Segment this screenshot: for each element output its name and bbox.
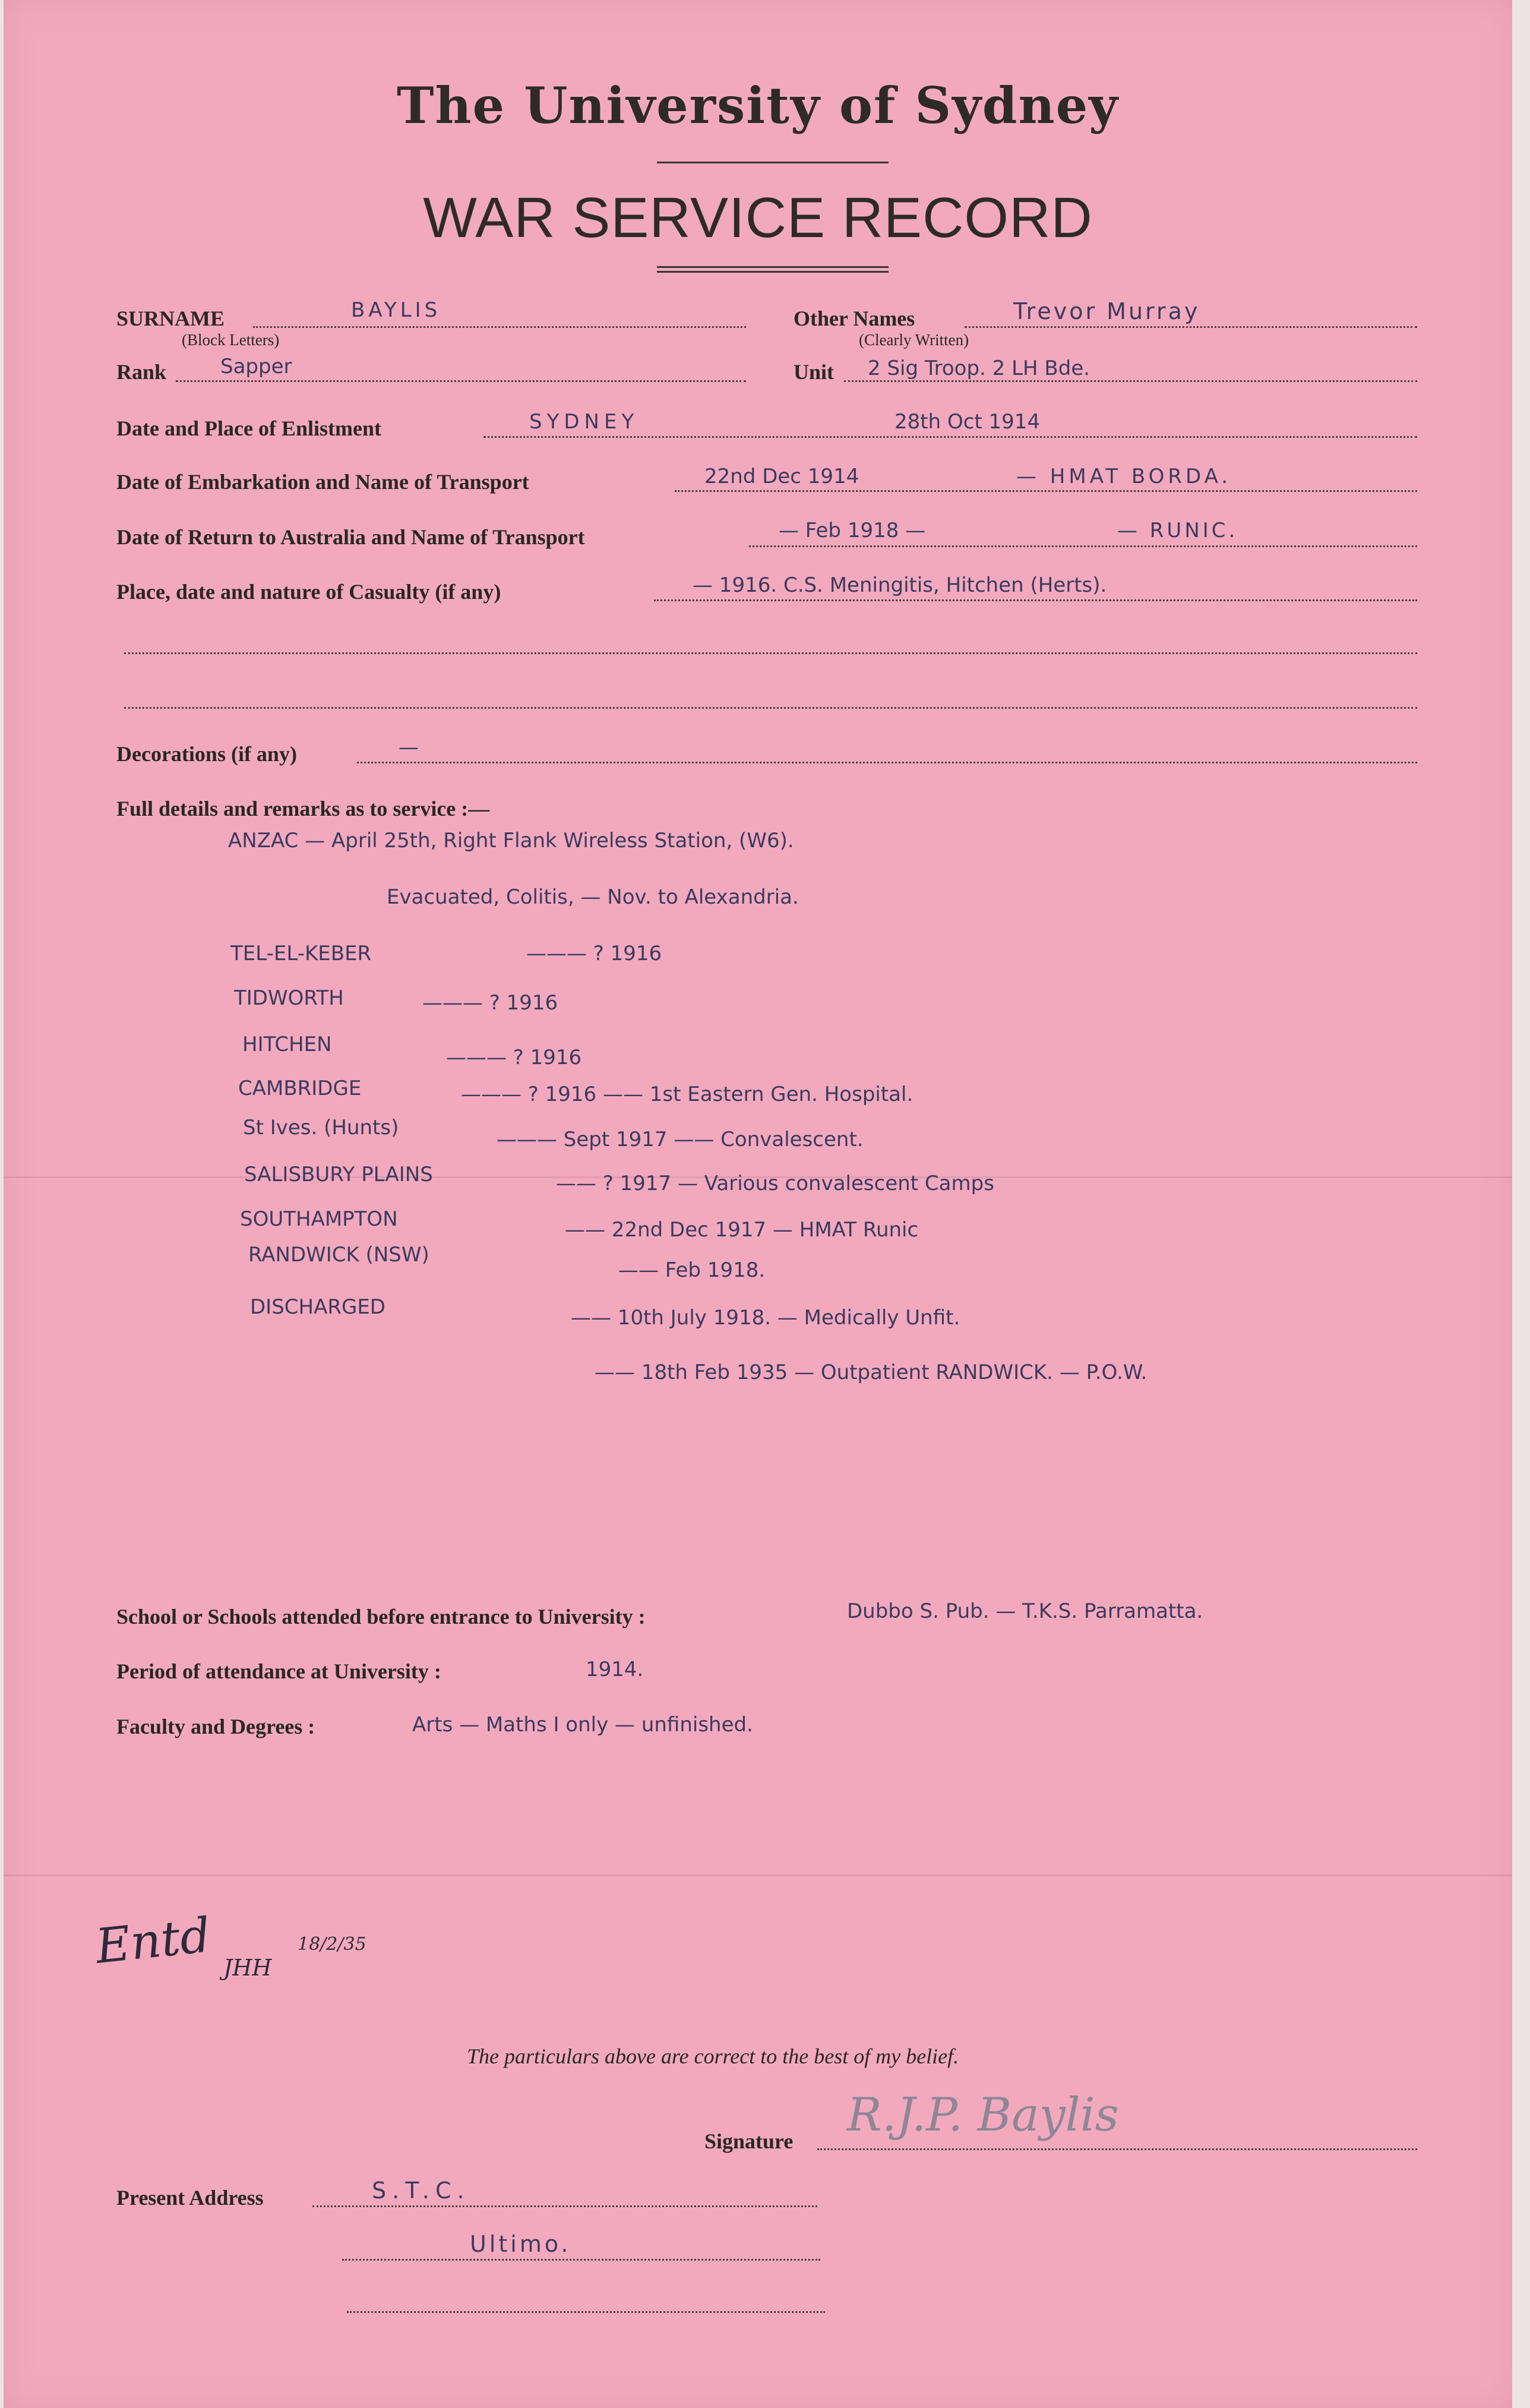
- service-detail: —— 10th July 1918. — Medically Unfit.: [571, 1306, 960, 1330]
- record-sheet: [4, 0, 1512, 2408]
- casualty-value: — 1916. C.S. Meningitis, Hitchen (Herts).: [693, 573, 1107, 597]
- casualty-line: [654, 599, 1417, 601]
- embarkation-date: 22nd Dec 1914: [704, 465, 859, 488]
- declaration-statement: The particulars above are correct to the best of my belief.: [467, 2044, 959, 2068]
- service-place: CAMBRIDGE: [238, 1077, 362, 1100]
- period-value: 1914.: [586, 1658, 644, 1681]
- signature-line: [817, 2148, 1417, 2150]
- other-names-sublabel: (Clearly Written): [859, 331, 969, 349]
- surname-label: SURNAME: [116, 307, 225, 330]
- service-place: RANDWICK (NSW): [248, 1243, 429, 1267]
- stamp-date: 18/2/35: [298, 1934, 366, 1955]
- schools-value: Dubbo S. Pub. — T.K.S. Parramatta.: [847, 1599, 1203, 1623]
- address-line1: S.T.C.: [372, 2177, 470, 2204]
- enlistment-date: 28th Oct 1914: [894, 410, 1041, 434]
- service-anzac: ANZAC — April 25th, Right Flank Wireless Station, (W6).: [228, 829, 794, 853]
- rank-label: Rank: [116, 360, 167, 384]
- university-title: The University of Sydney: [396, 76, 1119, 135]
- signature-label: Signature: [704, 2129, 794, 2153]
- surname-line: [253, 326, 746, 328]
- fold-line: [4, 1874, 1512, 1876]
- return-transport: — RUNIC.: [1117, 519, 1238, 542]
- service-detail: —— 22nd Dec 1917 — HMAT Runic: [565, 1218, 919, 1242]
- surname-sublabel: (Block Letters): [182, 331, 280, 349]
- surname-value: BAYLIS: [351, 298, 441, 322]
- embarkation-line: [675, 490, 1417, 492]
- unit-value: 2 Sig Troop. 2 LH Bde.: [868, 356, 1090, 380]
- address-label: Present Address: [116, 2186, 264, 2210]
- decorations-value: —: [399, 736, 419, 759]
- service-evacuated: Evacuated, Colitis, — Nov. to Alexandria.: [387, 885, 799, 909]
- casualty-extra-line: [124, 707, 1417, 709]
- other-names-value: Trevor Murray: [1013, 298, 1200, 324]
- faculty-value: Arts — Maths I only — unfinished.: [412, 1713, 753, 1737]
- casualty-extra-line: [124, 652, 1417, 654]
- schools-label: School or Schools attended before entrance to University :: [116, 1605, 646, 1629]
- service-detail: —— Feb 1918.: [618, 1258, 766, 1282]
- service-detail: ——— ? 1916 —— 1st Eastern Gen. Hospital.: [461, 1083, 913, 1106]
- rank-line: [176, 380, 746, 382]
- enlistment-line: [483, 436, 1417, 438]
- title-rule: [657, 162, 889, 163]
- address-line: [347, 2311, 825, 2313]
- service-detail: ——— ? 1916: [446, 1046, 582, 1069]
- faculty-label: Faculty and Degrees :: [116, 1715, 315, 1738]
- enlistment-label: Date and Place of Enlistment: [116, 416, 381, 440]
- address-line: [312, 2205, 817, 2207]
- service-place: TIDWORTH: [234, 986, 344, 1010]
- service-detail: ——— ? 1916: [422, 991, 558, 1015]
- embarkation-label: Date of Embarkation and Name of Transport: [116, 470, 529, 494]
- address-line2: Ultimo.: [470, 2231, 571, 2257]
- enlistment-place: SYDNEY: [529, 410, 639, 434]
- other-names-label: Other Names: [794, 307, 915, 330]
- title-rule: [657, 271, 889, 273]
- service-place: DISCHARGED: [250, 1295, 385, 1319]
- casualty-label: Place, date and nature of Casualty (if any): [116, 580, 501, 604]
- address-line: [342, 2259, 820, 2261]
- unit-line: [844, 380, 1417, 382]
- service-place: HITCHEN: [242, 1033, 332, 1056]
- service-detail: ——— Sept 1917 —— Convalescent.: [497, 1128, 864, 1151]
- period-label: Period of attendance at University :: [116, 1659, 441, 1683]
- service-place: SOUTHAMPTON: [240, 1207, 398, 1231]
- service-place: St Ives. (Hunts): [243, 1116, 399, 1140]
- decorations-line: [357, 762, 1417, 763]
- title-rule: [657, 266, 889, 268]
- entered-stamp: Entd: [93, 1907, 213, 1974]
- service-outpatient: —— 18th Feb 1935 — Outpatient RANDWICK. — P.O.W.: [595, 1361, 1148, 1384]
- page-title: WAR SERVICE RECORD: [423, 186, 1093, 250]
- signature: R.J.P. Baylis: [847, 2088, 1119, 2142]
- service-detail: —— ? 1917 — Various convalescent Camps: [556, 1172, 994, 1195]
- service-place: TEL-EL-KEBER: [230, 942, 372, 965]
- rank-value: Sapper: [220, 355, 292, 378]
- service-place: SALISBURY PLAINS: [244, 1163, 433, 1186]
- unit-label: Unit: [794, 360, 834, 384]
- stamp-initials: JHH: [223, 1955, 272, 1981]
- return-label: Date of Return to Australia and Name of Transport: [116, 525, 585, 549]
- decorations-label: Decorations (if any): [116, 742, 297, 766]
- embarkation-transport: — HMAT BORDA.: [1016, 465, 1232, 488]
- other-names-line: [965, 326, 1417, 328]
- return-date: — Feb 1918 —: [779, 519, 926, 542]
- remarks-label: Full details and remarks as to service :—: [116, 797, 490, 820]
- return-line: [749, 545, 1417, 547]
- service-detail: ——— ? 1916: [526, 942, 662, 965]
